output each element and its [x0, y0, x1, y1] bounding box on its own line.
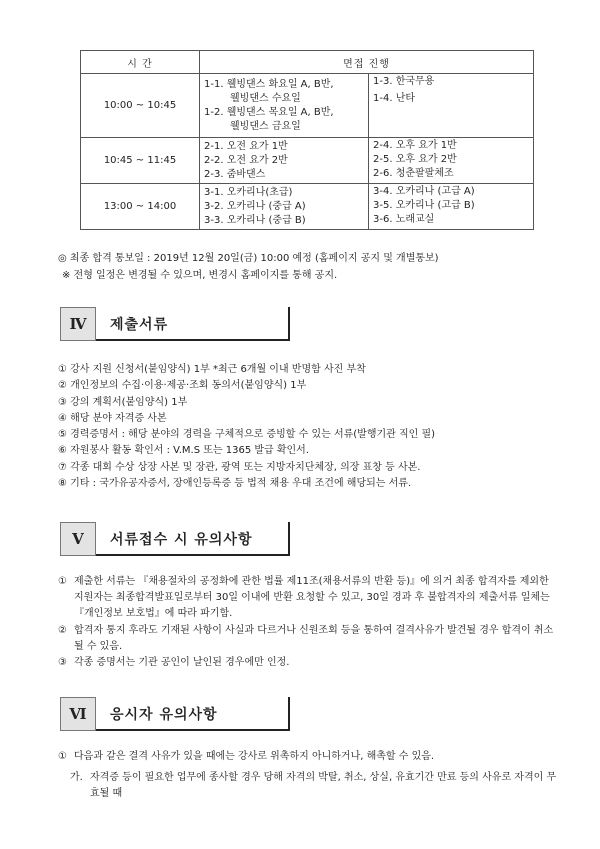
- item-text: 다음과 같은 결격 사유가 있을 때에는 강사로 위촉하지 아니하거나, 해촉할 수 있음.: [74, 751, 435, 762]
- session-item: 1-1. 웰빙댄스 화요일 A, B반,: [204, 78, 334, 90]
- header-progress: 면접 진행: [200, 51, 534, 74]
- item-number: ②: [58, 624, 67, 636]
- item-number: ③: [58, 657, 67, 669]
- table-row: [81, 74, 534, 138]
- session-item: 1-4. 난타: [373, 93, 416, 104]
- session-cell: [200, 184, 369, 230]
- table-row: [81, 184, 534, 230]
- section-number: Ⅳ: [60, 307, 96, 341]
- session-item: 웰빙댄스 수요일: [230, 92, 301, 104]
- session-item: 2-3. 줌바댄스: [204, 168, 266, 180]
- session-item: 2-2. 오전 요가 2반: [204, 154, 288, 166]
- table-header-row: [81, 51, 534, 74]
- session-item: 2-1. 오전 요가 1반: [204, 140, 288, 152]
- session-item: 3-4. 오카리나 (고급 A): [373, 186, 475, 197]
- session-item: 3-6. 노래교실: [373, 214, 435, 225]
- session-item: 2-5. 오후 요가 2반: [373, 154, 457, 165]
- item-text: 합격자 통지 후라도 기재된 사항이 사실과 다르거나 신원조회 등을 통하여 결격사유가 발견될 경우 합격이 취소될 수 있음.: [74, 624, 554, 652]
- list-item: ⑦ 각종 대회 수상 상장 사본 및 장관, 광역 또는 지방자치단체장, 의장 표창 등 사본.: [58, 461, 421, 473]
- header-time: 시 간: [81, 51, 200, 74]
- interview-schedule-table: [80, 50, 534, 230]
- session-item: 2-6. 청춘팔팔체조: [373, 168, 454, 179]
- section-6-heading: [60, 697, 290, 731]
- session-cell: [200, 138, 369, 184]
- final-notice: ◎ 최종 합격 통보일 : 2019년 12월 20일(금) 10:00 예정 (홈페이지 공지 및 개별통보): [58, 253, 439, 264]
- list-item: [58, 749, 558, 765]
- item-text: 제출한 서류는 『채용절차의 공정화에 관한 법률 제11조(채용서류의 반환 등)』에 의거 최종 합격자를 제외한 지원자는 최종합격발표일로부터 30일 이내에 반환 요청할 수 있고, 30일 경과 후 불합격자의 제출서류 일체는 『개인정보 보호법』에 따라 파기함.: [74, 576, 550, 620]
- session-item: 웰빙댄스 금요일: [230, 120, 301, 132]
- table-row: [81, 138, 534, 184]
- item-number: 가.: [70, 772, 83, 784]
- list-item: ② 개인정보의 수집·이용·제공·조회 동의서(붙임양식) 1부: [58, 380, 307, 392]
- session-cell: [369, 138, 534, 184]
- document-notice-list: [58, 574, 558, 671]
- list-item: [58, 623, 558, 655]
- section-number: Ⅵ: [60, 697, 96, 731]
- session-item: 3-1. 오카리나(초급): [204, 186, 293, 198]
- list-item: ① 강사 지원 신청서(붙임양식) 1부 *최근 6개월 이내 반명함 사진 부착: [58, 364, 366, 375]
- submission-documents-list: [58, 362, 435, 492]
- list-item: ⑧ 기타 : 국가유공자증서, 장애인등록증 등 법적 채용 우대 조건에 해당되는 서류.: [58, 478, 412, 490]
- list-item: [58, 574, 558, 623]
- session-item: 1-3. 한국무용: [373, 76, 435, 87]
- applicant-notice-list: [58, 749, 558, 803]
- section-title: 서류접수 시 유의사항: [110, 532, 253, 548]
- schedule-change-note: ※ 전형 일정은 변경될 수 있으며, 변경시 홈페이지를 통해 공지.: [62, 270, 338, 281]
- list-item: ⑥ 자원봉사 활동 확인서 : V.M.S 또는 1365 발급 확인서.: [58, 445, 310, 457]
- section-title: 제출서류: [110, 317, 169, 333]
- session-item: 1-2. 웰빙댄스 목요일 A, B반,: [204, 106, 334, 118]
- session-cell: [200, 74, 369, 138]
- list-item: ⑤ 경력증명서 : 해당 분야의 경력을 구체적으로 증빙할 수 있는 서류(발행기관 직인 필): [58, 429, 436, 441]
- session-item: 3-2. 오카리나 (중급 A): [204, 200, 306, 212]
- list-item: [58, 770, 558, 802]
- session-cell: [369, 74, 534, 138]
- item-number: ①: [58, 576, 67, 587]
- list-item: ④ 해당 분야 자격증 사본: [58, 412, 167, 424]
- item-number: ①: [58, 751, 67, 762]
- section-title: 응시자 유의사항: [110, 707, 218, 723]
- session-item: 2-4. 오후 요가 1반: [373, 140, 457, 151]
- time-cell: 10:00 ~ 10:45: [81, 74, 200, 138]
- session-item: 3-5. 오카리나 (고급 B): [373, 200, 475, 211]
- session-item: 3-3. 오카리나 (중급 B): [204, 214, 306, 226]
- item-text: 각종 증명서는 기관 공인이 날인된 경우에만 인정.: [74, 657, 290, 669]
- item-text: 자격증 등이 필요한 업무에 종사할 경우 당해 자격의 박탈, 취소, 상실, 유효기간 만료 등의 사유로 자격이 무효될 때: [90, 772, 557, 800]
- section-4-heading: [60, 307, 290, 341]
- section-5-heading: [60, 522, 290, 556]
- list-item: ③ 강의 계획서(붙임양식) 1부: [58, 396, 188, 408]
- time-cell: 10:45 ~ 11:45: [81, 138, 200, 184]
- session-cell: [369, 184, 534, 230]
- list-item: [58, 655, 558, 671]
- section-number: Ⅴ: [60, 522, 96, 556]
- time-cell: 13:00 ~ 14:00: [81, 184, 200, 230]
